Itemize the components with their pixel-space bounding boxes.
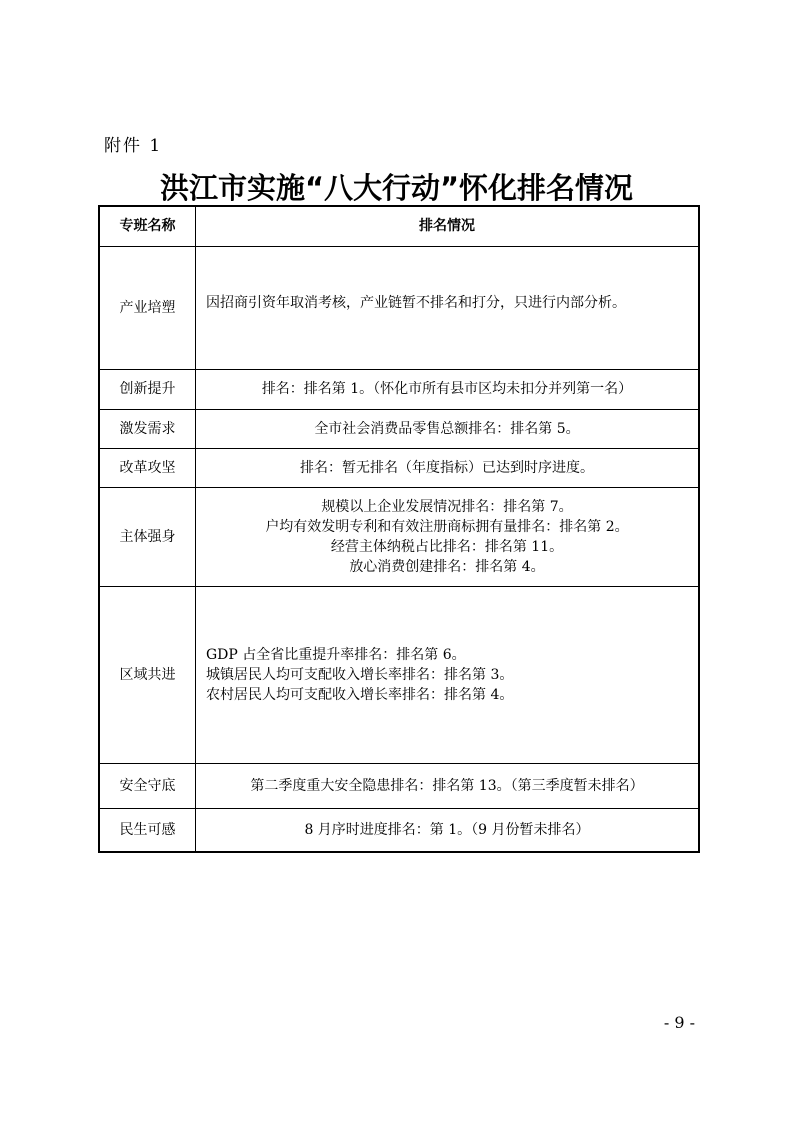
row-ranking [196, 487, 700, 586]
attachment-label: 附件 1 [104, 136, 163, 156]
ranking-line: 排名：排名第 1。（怀化市所有县市区均未扣分并列第一名） [261, 381, 633, 397]
row-ranking [196, 448, 700, 487]
row-name: 民生可感 [99, 808, 196, 852]
row-ranking [196, 586, 700, 763]
row-name: 改革攻坚 [99, 448, 196, 487]
ranking-line: 户均有效发明专利和有效注册商标拥有量排名：排名第 2。 [265, 518, 629, 535]
table-header-row [99, 206, 699, 246]
page-number: - 9 - [663, 1013, 695, 1032]
ranking-line: 全市社会消费品零售总额排名：排名第 5。 [314, 420, 580, 437]
table-row [99, 808, 699, 852]
ranking-table [98, 205, 700, 853]
ranking-line: 因招商引资年取消考核，产业链暂不排名和打分，只进行内部分析。 [206, 294, 626, 311]
ranking-line: GDP 占全省比重提升率排名：排名第 6。 [206, 646, 466, 663]
row-ranking [196, 246, 700, 369]
table-row [99, 763, 699, 808]
row-name: 安全守底 [99, 763, 196, 808]
row-ranking [196, 409, 700, 448]
table-row [99, 487, 699, 586]
header-ranking: 排名情况 [196, 206, 700, 246]
ranking-line: 放心消费创建排名：排名第 4。 [349, 558, 545, 575]
row-ranking [196, 808, 700, 852]
table-row [99, 586, 699, 763]
row-ranking [196, 369, 700, 409]
table-row [99, 409, 699, 448]
row-name: 主体强身 [99, 487, 196, 586]
header-name: 专班名称 [99, 206, 196, 246]
row-name: 产业培塑 [99, 246, 196, 369]
ranking-line: 城镇居民人均可支配收入增长率排名：排名第 3。 [206, 666, 514, 683]
table-row [99, 246, 699, 369]
row-name: 激发需求 [99, 409, 196, 448]
row-ranking [196, 763, 700, 808]
ranking-line: 规模以上企业发展情况排名：排名第 7。 [321, 498, 573, 515]
ranking-line: 农村居民人均可支配收入增长率排名：排名第 4。 [206, 686, 514, 703]
table-row [99, 369, 699, 409]
ranking-line: 第二季度重大安全隐患排名：排名第 13。（第三季度暂未排名） [250, 777, 644, 794]
document-title: 洪江市实施“八大行动”怀化排名情况 [159, 171, 634, 205]
row-name: 创新提升 [99, 369, 196, 409]
table-row [99, 448, 699, 487]
ranking-line: 排名：暂无排名（年度指标）已达到时序进度。 [300, 459, 594, 476]
row-name: 区域共进 [99, 586, 196, 763]
ranking-line: 经营主体纳税占比排名：排名第 11。 [330, 538, 564, 555]
ranking-line: 8 月序时进度排名：第 1。（9 月份暂未排名） [304, 821, 590, 838]
